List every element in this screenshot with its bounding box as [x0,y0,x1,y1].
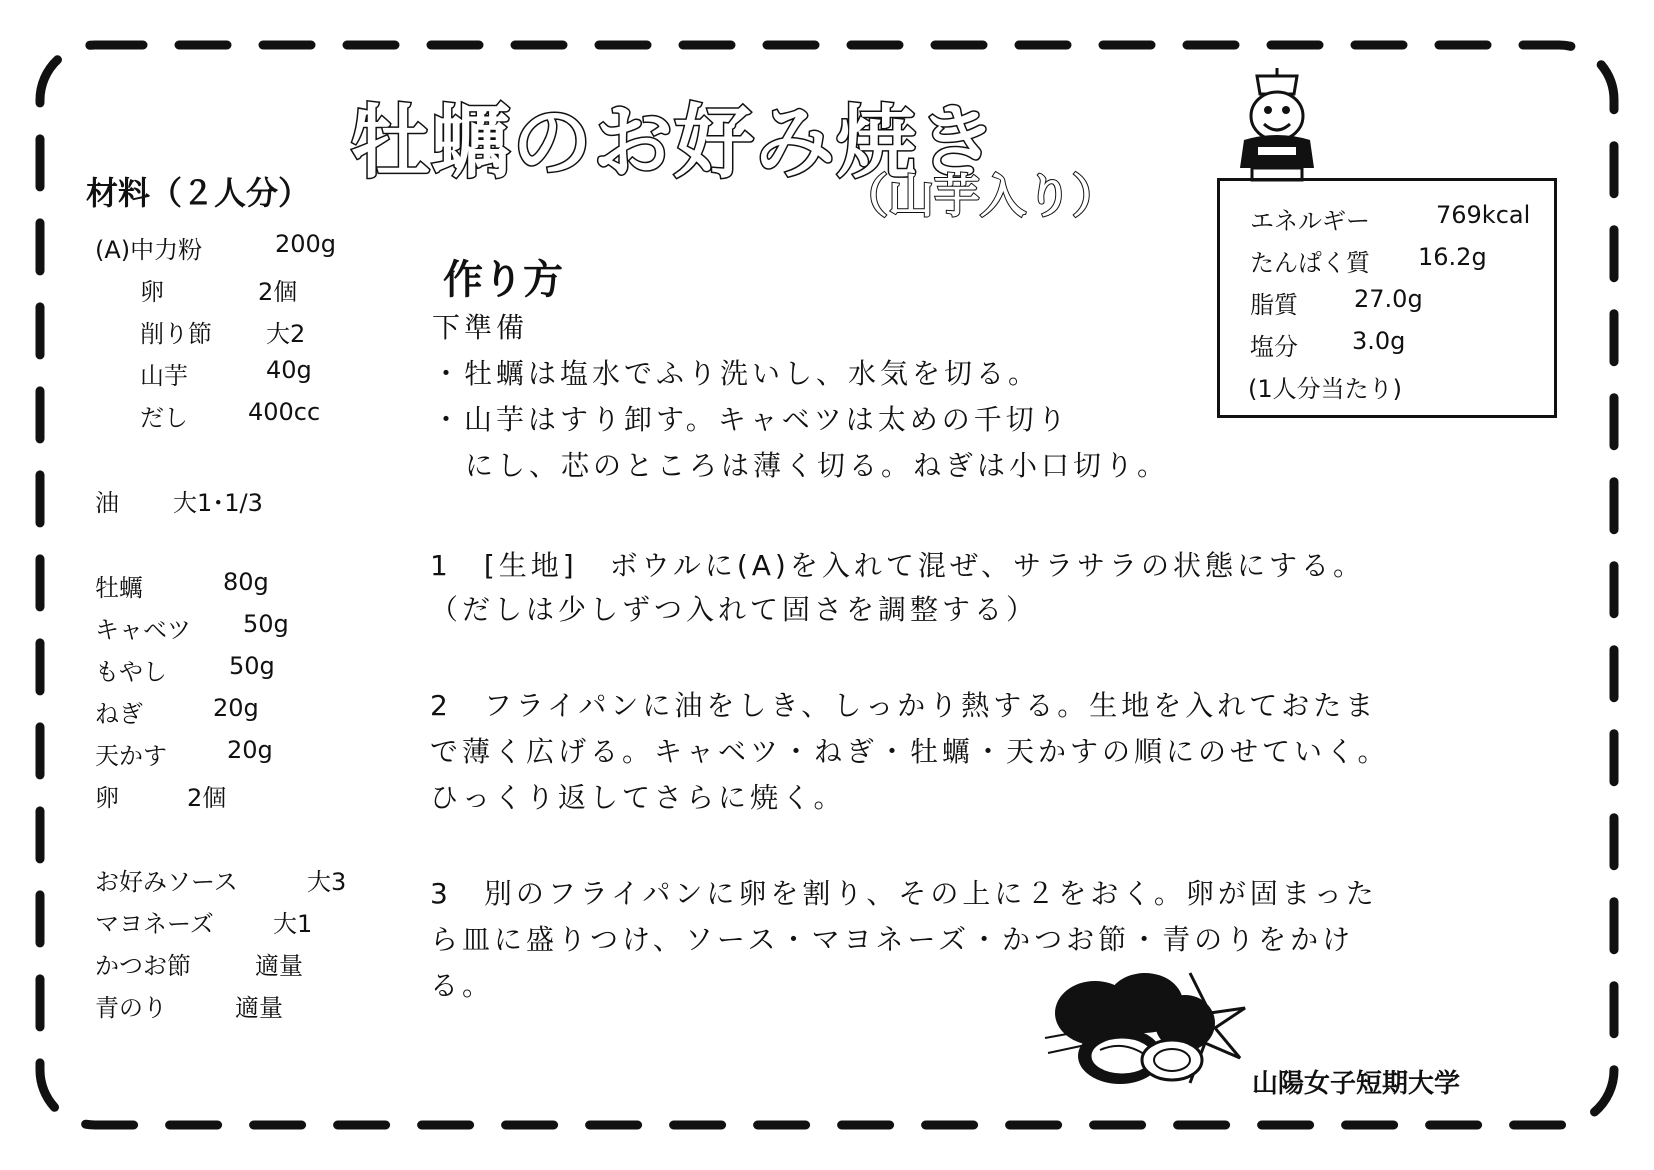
step-2-line: ひっくり返してさらに焼く。 [430,781,846,814]
step-3-line: る。 [430,969,495,1002]
recipe-subtitle: （山芋入り） [842,169,1118,223]
nutrition-row: 脂質 27.0g [1250,285,1423,319]
oyster-shells-icon [1040,968,1250,1093]
nutrition-row: たんぱく質 16.2g [1250,243,1487,277]
nutrition-note: (1人分当たり) [1248,375,1402,403]
nutrition-row: エネルギー 769kcal [1250,201,1531,235]
college-name: 山陽女子短期大学 [1252,1069,1461,1099]
prep-line: ・牡蠣は塩水でふり洗いし、水気を切る。 [432,357,1041,390]
recipe-title: 牡蠣のお好み焼き [350,96,998,189]
prep-line: にし、芯のところは薄く切る。ねぎは小口切り。 [465,449,1170,482]
nutrition-box [1217,178,1557,418]
nutrition-row: 塩分 3.0g [1250,327,1406,361]
step-1-line: 1 [生地] ボウルに(A)を入れて混ぜ、サラサラの状態にする。 [430,549,1365,582]
step-2-line: で薄く広げる。キャベツ・ねぎ・牡蠣・天かすの順にのせていく。 [430,735,1390,768]
method-heading: 作り方 [443,257,563,303]
chef-mascot-icon [1222,68,1332,183]
step-3-line: 3 別のフライパンに卵を割り、その上に２をおく。卵が固まった [430,877,1378,910]
step-1-line: （だしは少しずつ入れて固さを調整する） [430,593,1039,626]
step-2-line: 2 フライパンに油をしき、しっかり熱する。生地を入れておたま [430,689,1378,722]
prep-heading: 下準備 [432,311,529,344]
prep-line: ・山芋はすり卸す。キャベツは太めの千切り [432,403,1070,436]
ingredients-heading: 材料（２人分） [86,174,311,212]
step-3-line: ら皿に盛りつけ、ソース・マヨネーズ・かつお節・青のりをかけ [430,923,1355,956]
